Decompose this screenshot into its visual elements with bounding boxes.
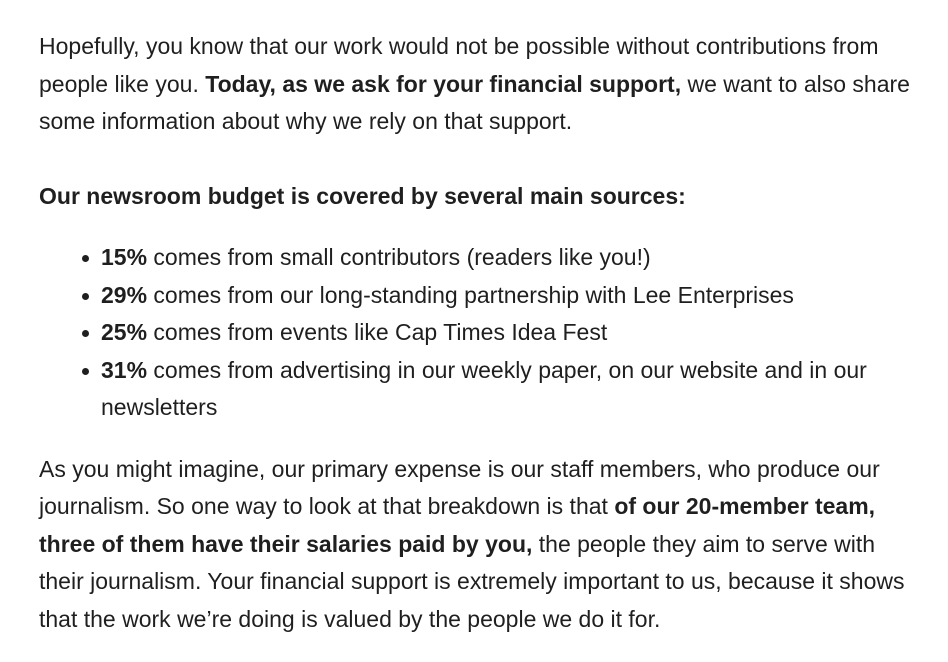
source-description: comes from advertising in our weekly paper, on our website and in our newsletters xyxy=(101,356,867,420)
source-description: comes from small contributors (readers like you!) xyxy=(147,244,651,270)
list-item xyxy=(101,352,922,427)
closing-text-end: the people they aim to serve with their journalism. Your financial support is extremely important to us, because it shows that the work we’re doing is valued by the people we do it for. xyxy=(39,530,905,632)
list-item xyxy=(101,239,922,277)
source-description: comes from events like Cap Times Idea Fest xyxy=(147,319,608,345)
source-percent: 31% xyxy=(101,356,148,383)
closing-bold-text: of our 20-member team, three of them have their salaries paid by you, xyxy=(39,493,876,557)
source-percent: 15% xyxy=(101,244,148,270)
budget-heading: Our newsroom budget is covered by several main sources: xyxy=(39,182,686,209)
budget-sources-list xyxy=(39,239,922,427)
source-percent: 25% xyxy=(101,319,148,345)
intro-text-start: Hopefully, you know that our work would not be possible without contributions from people like you. xyxy=(39,33,879,97)
source-percent: 29% xyxy=(101,281,148,308)
list-item xyxy=(101,277,922,315)
closing-paragraph xyxy=(39,451,922,639)
intro-bold-text: Today, as we ask for your financial support, xyxy=(205,70,682,97)
intro-text-end: we want to also share some information about why we rely on that support. xyxy=(39,70,910,134)
intro-paragraph xyxy=(39,28,922,141)
list-item xyxy=(101,314,922,352)
source-description: comes from our long-standing partnership with Lee Enterprises xyxy=(147,281,794,308)
closing-text-start: As you might imagine, our primary expense is our staff members, who produce our journalism. So one way to look at that breakdown is that xyxy=(39,455,880,519)
